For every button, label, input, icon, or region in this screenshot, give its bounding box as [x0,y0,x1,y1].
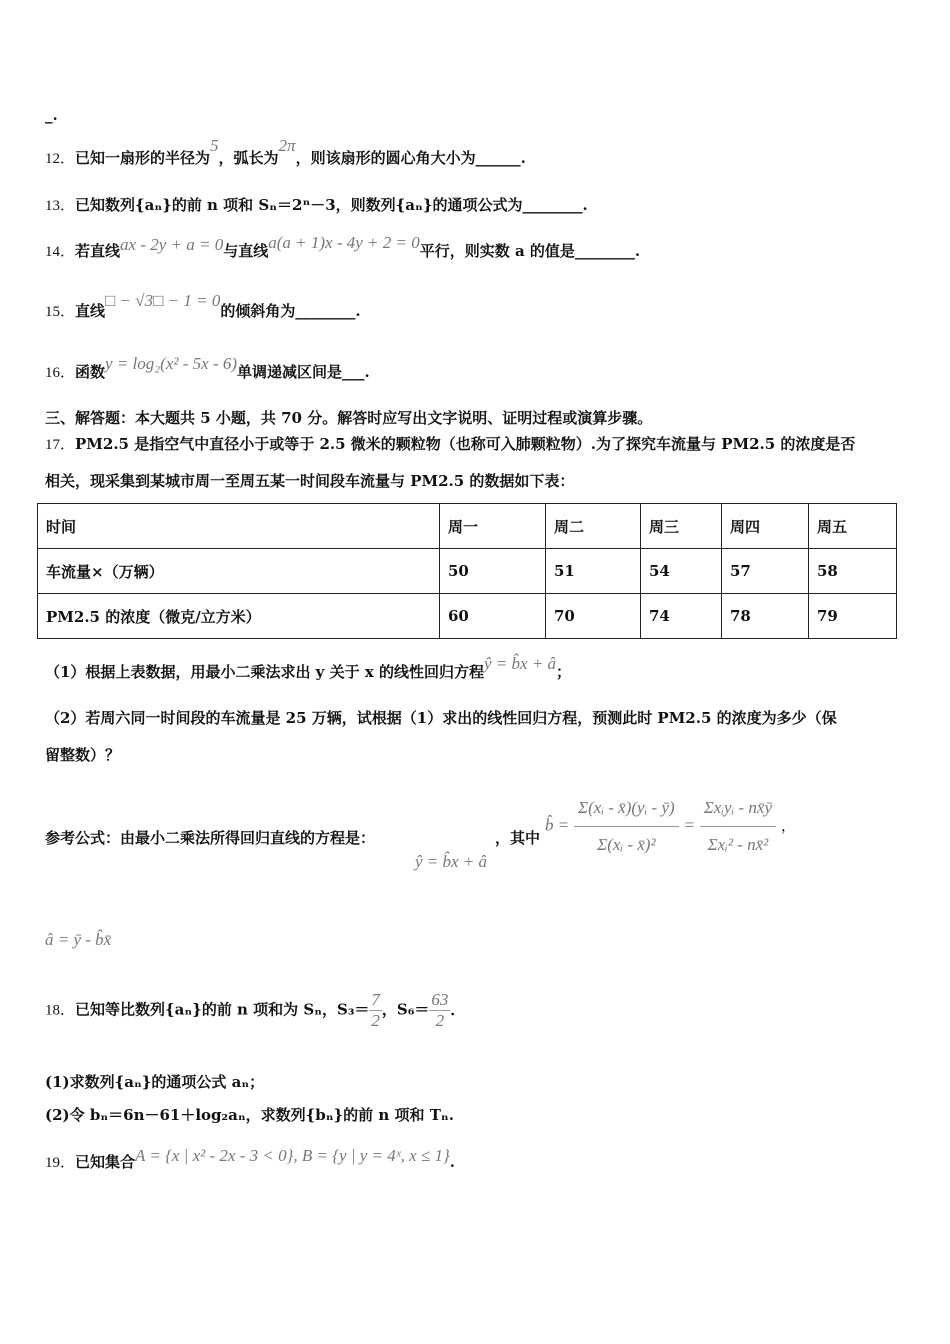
table-header-cell: 周五 [809,504,897,549]
numerator: 63 [431,990,449,1009]
numerator: Σxᵢyᵢ - nx̄ȳ [700,790,776,827]
table-header-cell: 周二 [546,504,641,549]
q-text: 已知一扇形的半径为 [75,149,211,167]
q-number: 12． [45,151,76,167]
table-cell: 79 [809,594,897,639]
q18-part2: (2)令 bₙ＝6n－61＋log₂aₙ，求数列{bₙ}的前 n 项和 Tₙ. [45,1106,454,1124]
q-text: ，其中 [495,829,541,847]
q-number: 18． [45,1002,76,1019]
denominator: Σ(xᵢ - x̄)² [597,835,656,854]
prev-answer-tail: _. [45,106,58,124]
q-number: 17． [45,437,76,453]
question-15 [45,291,361,322]
a-hat-formula: â = ȳ - b̂x̄ [45,930,112,949]
q17-part2-line2: 留整数）？ [45,746,121,764]
q-text: 与直线 [223,242,269,260]
table-cell: 车流量×（万辆） [38,549,440,594]
question-17-line1 [45,434,855,455]
fraction [429,990,450,1031]
q-text: 直线 [75,302,106,320]
q-text: 单调递减区间是___. [237,363,370,381]
q-text: （1）根据上表数据，用最小二乘法求出 y 关于 x 的线性回归方程 [45,663,484,681]
table-cell: 54 [641,549,722,594]
q-text: PM2.5 是指空气中直径小于或等于 2.5 微米的颗粒物（也称可入肺颗粒物）.为了探究车流量与 PM2.5 的浓度是否 [75,435,856,453]
math: b̂ = [545,815,570,835]
denominator: 2 [435,1011,445,1030]
question-17-line2: 相关，现采集到某城市周一至周五某一时间段车流量与 PM2.5 的数据如下表： [45,472,575,490]
q-text: 函数 [75,363,106,381]
table-header-cell: 周一 [440,504,546,549]
q-text: ，则该扇形的圆心角大小为______. [295,149,526,167]
q-number: 14． [45,244,76,260]
q18-part1: (1)求数列{aₙ}的通项公式 aₙ； [45,1073,265,1091]
math: □ − √3□ − 1 = 0 [105,291,221,310]
table-cell: 74 [641,594,722,639]
table-cell: 57 [722,549,809,594]
table-row [38,594,897,639]
math: a(a + 1)x - 4y + 2 = 0 [268,233,420,252]
q17-part2-line1: （2）若周六同一时间段的车流量是 25 万辆，试根据（1）求出的线性回归方程，预测此时 PM2.5 的浓度为多少（保 [45,709,837,727]
math: ax - 2y + a = 0 [120,235,224,254]
fraction [574,790,679,863]
q-text: 已知数列{aₙ}的前 n 项和 Sₙ＝2ⁿ－3，则数列{aₙ}的通项公式为________. [75,196,588,214]
math: ŷ = b̂x + â [484,654,557,673]
table-cell: 70 [546,594,641,639]
regression-equation: ŷ = b̂x + â [415,852,488,871]
math: 2π [278,136,296,155]
q-number: 16． [45,365,76,381]
question-16 [45,354,370,383]
q-text: ，S₆＝ [381,1000,430,1019]
numerator: Σ(xᵢ - x̄)(yᵢ - ȳ) [574,790,679,827]
q-text: . [449,1153,455,1171]
table-row [38,549,897,594]
question-19 [45,1146,455,1173]
section-heading: 三、解答题：本大题共 5 小题，共 70 分。解答时应写出文字说明、证明过程或演算步骤。 [45,409,653,427]
reference-formula-label: 参考公式：由最小二乘法所得回归直线的方程是： [45,829,376,847]
question-13 [45,195,588,216]
q-text: 若直线 [75,242,121,260]
q-number: 15． [45,304,76,320]
q-text: 的倾斜角为________. [220,302,361,320]
math: A = {x | x² - 2x - 3 < 0}, B = {y | y = 4ˣ, x ≤ 1} [135,1146,450,1165]
q-number: 13． [45,198,76,214]
data-table [37,503,897,639]
table-cell: 78 [722,594,809,639]
b-hat-formula [545,790,796,863]
table-header-cell: 周三 [641,504,722,549]
q-number: 19． [45,1155,76,1171]
numerator: 7 [371,990,380,1009]
table-cell: 58 [809,549,897,594]
math: 5 [210,136,219,155]
table-cell: PM2.5 的浓度（微克/立方米） [38,594,440,639]
q-text: 已知等比数列{aₙ}的前 n 项和为 Sₙ，S₃＝ [75,1000,370,1019]
math: y = log₂(x² - 5x - 6) [105,354,238,373]
q-text: ． [450,1000,466,1019]
q-text: ， [780,816,796,835]
denominator: Σxᵢ² - nx̄² [707,835,769,854]
question-14 [45,233,641,262]
question-12 [45,136,526,169]
q-text: 平行，则实数 a 的值是________. [419,242,641,260]
q17-part1 [45,654,572,682]
fraction [369,990,382,1031]
table-cell: 50 [440,549,546,594]
table-header-cell: 周四 [722,504,809,549]
table-row [38,504,897,549]
q-text: ； [556,663,572,681]
table-header-cell: 时间 [38,504,440,549]
table-cell: 51 [546,549,641,594]
math-equals: = [683,815,695,835]
denominator: 2 [371,1011,380,1030]
table-cell: 60 [440,594,546,639]
q-text: ，弧长为 [218,149,279,167]
question-18 [45,990,465,1031]
fraction [700,790,776,863]
q-text: 已知集合 [75,1153,136,1171]
